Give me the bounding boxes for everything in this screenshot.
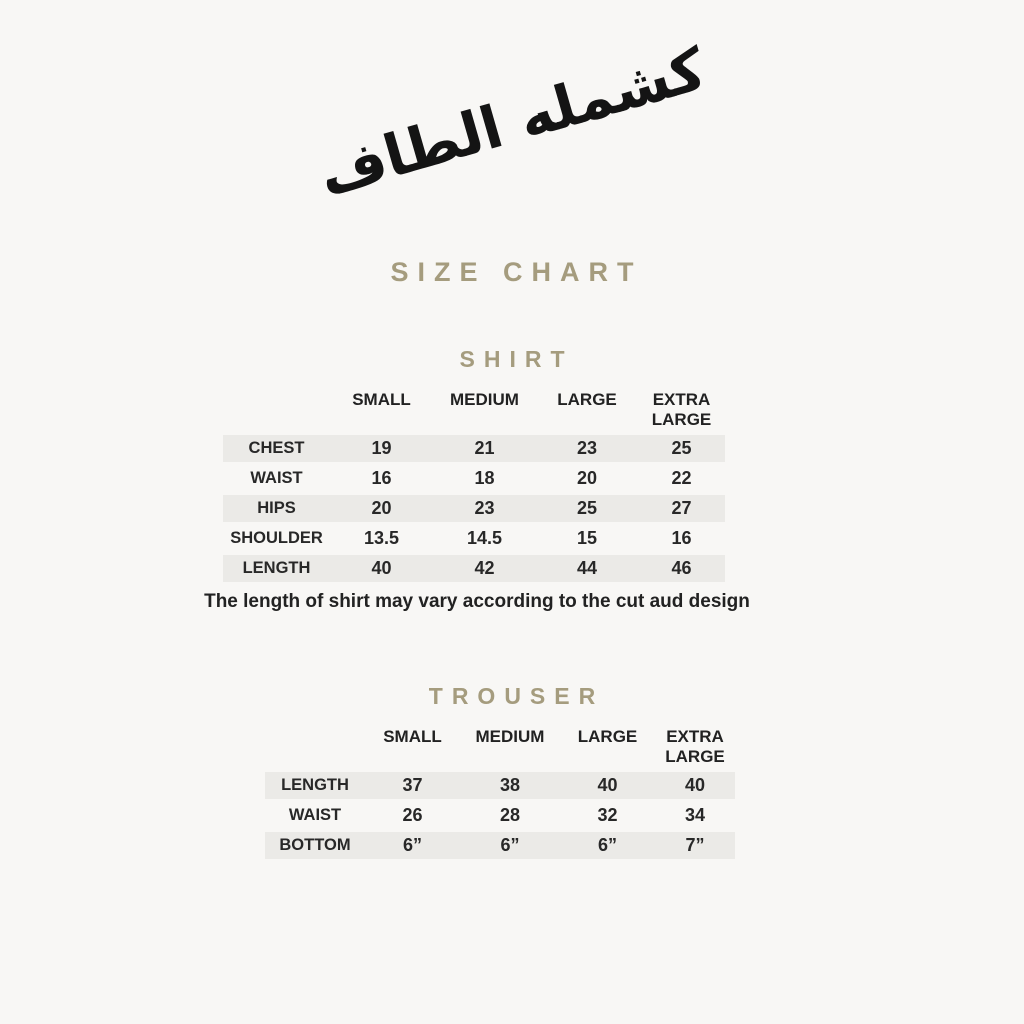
page-title: SIZE CHART — [390, 257, 643, 287]
shirt-section — [0, 346, 1024, 613]
table-row-chest — [223, 435, 725, 462]
column-header-small: SMALL — [352, 390, 411, 409]
brand-logo — [0, 0, 1024, 225]
table-row-waist — [265, 802, 735, 829]
row-label: WAIST — [250, 469, 303, 488]
size-value-cell: 20 — [576, 468, 598, 489]
size-value-cell: 6” — [365, 832, 460, 859]
size-value-cell: 16 — [671, 528, 692, 549]
column-header-extra-large: EXTRA LARGE — [651, 390, 712, 430]
row-label: BOTTOM — [265, 832, 365, 859]
size-value-cell: 6” — [460, 832, 560, 859]
size-value-cell: 20 — [330, 495, 433, 522]
column-header-large: LARGE — [557, 390, 617, 409]
trouser-size-table — [265, 722, 735, 862]
size-value-cell: 38 — [460, 772, 560, 799]
empty-corner-cell — [265, 725, 365, 769]
size-value-cell: 18 — [474, 468, 495, 489]
size-value-cell: 37 — [365, 772, 460, 799]
trouser-section-title: TROUSER — [428, 683, 605, 710]
column-header-large: LARGE — [577, 727, 638, 747]
trouser-header-row — [265, 725, 735, 769]
table-row-hips — [223, 495, 725, 522]
row-label: LENGTH — [265, 772, 365, 799]
shirt-length-note: The length of shirt may vary according to the cut aud design — [204, 591, 750, 613]
row-label: SHOULDER — [230, 529, 323, 548]
table-row-length — [265, 772, 735, 799]
size-value-cell: 23 — [536, 435, 638, 462]
size-value-cell: 32 — [597, 805, 618, 826]
column-header-extra-large: EXTRA LARGE — [665, 727, 725, 767]
size-value-cell: 27 — [638, 495, 725, 522]
size-value-cell: 22 — [671, 468, 692, 489]
table-row-length — [223, 555, 725, 582]
row-label: CHEST — [223, 435, 330, 462]
column-header-medium: MEDIUM — [450, 390, 519, 409]
size-value-cell: 21 — [433, 435, 536, 462]
table-row-shoulder — [223, 525, 725, 552]
size-value-cell: 6” — [560, 832, 655, 859]
size-value-cell: 42 — [433, 555, 536, 582]
size-value-cell: 40 — [560, 772, 655, 799]
size-value-cell: 23 — [433, 495, 536, 522]
table-row-waist — [223, 465, 725, 492]
size-value-cell: 25 — [536, 495, 638, 522]
empty-corner-cell — [223, 388, 330, 432]
trouser-section — [0, 683, 1024, 862]
size-value-cell: 14.5 — [466, 528, 503, 549]
size-value-cell: 26 — [402, 805, 423, 826]
brand-calligraphy: كشمله الطاف — [311, 33, 713, 210]
shirt-size-table — [223, 385, 725, 585]
size-value-cell: 34 — [684, 805, 706, 826]
shirt-header-row — [223, 388, 725, 432]
size-value-cell: 46 — [638, 555, 725, 582]
size-value-cell: 44 — [536, 555, 638, 582]
size-value-cell: 15 — [576, 528, 598, 549]
size-value-cell: 7” — [655, 832, 735, 859]
column-header-small: SMALL — [383, 727, 442, 747]
size-value-cell: 28 — [499, 805, 521, 826]
column-header-medium: MEDIUM — [475, 727, 545, 747]
row-label: HIPS — [223, 495, 330, 522]
size-value-cell: 40 — [655, 772, 735, 799]
table-row-bottom — [265, 832, 735, 859]
row-label: WAIST — [288, 806, 342, 825]
row-label: LENGTH — [223, 555, 330, 582]
size-value-cell: 25 — [638, 435, 725, 462]
size-value-cell: 16 — [371, 468, 392, 489]
size-value-cell: 40 — [330, 555, 433, 582]
size-value-cell: 13.5 — [363, 528, 400, 549]
size-value-cell: 19 — [330, 435, 433, 462]
shirt-section-title: SHIRT — [459, 346, 574, 372]
